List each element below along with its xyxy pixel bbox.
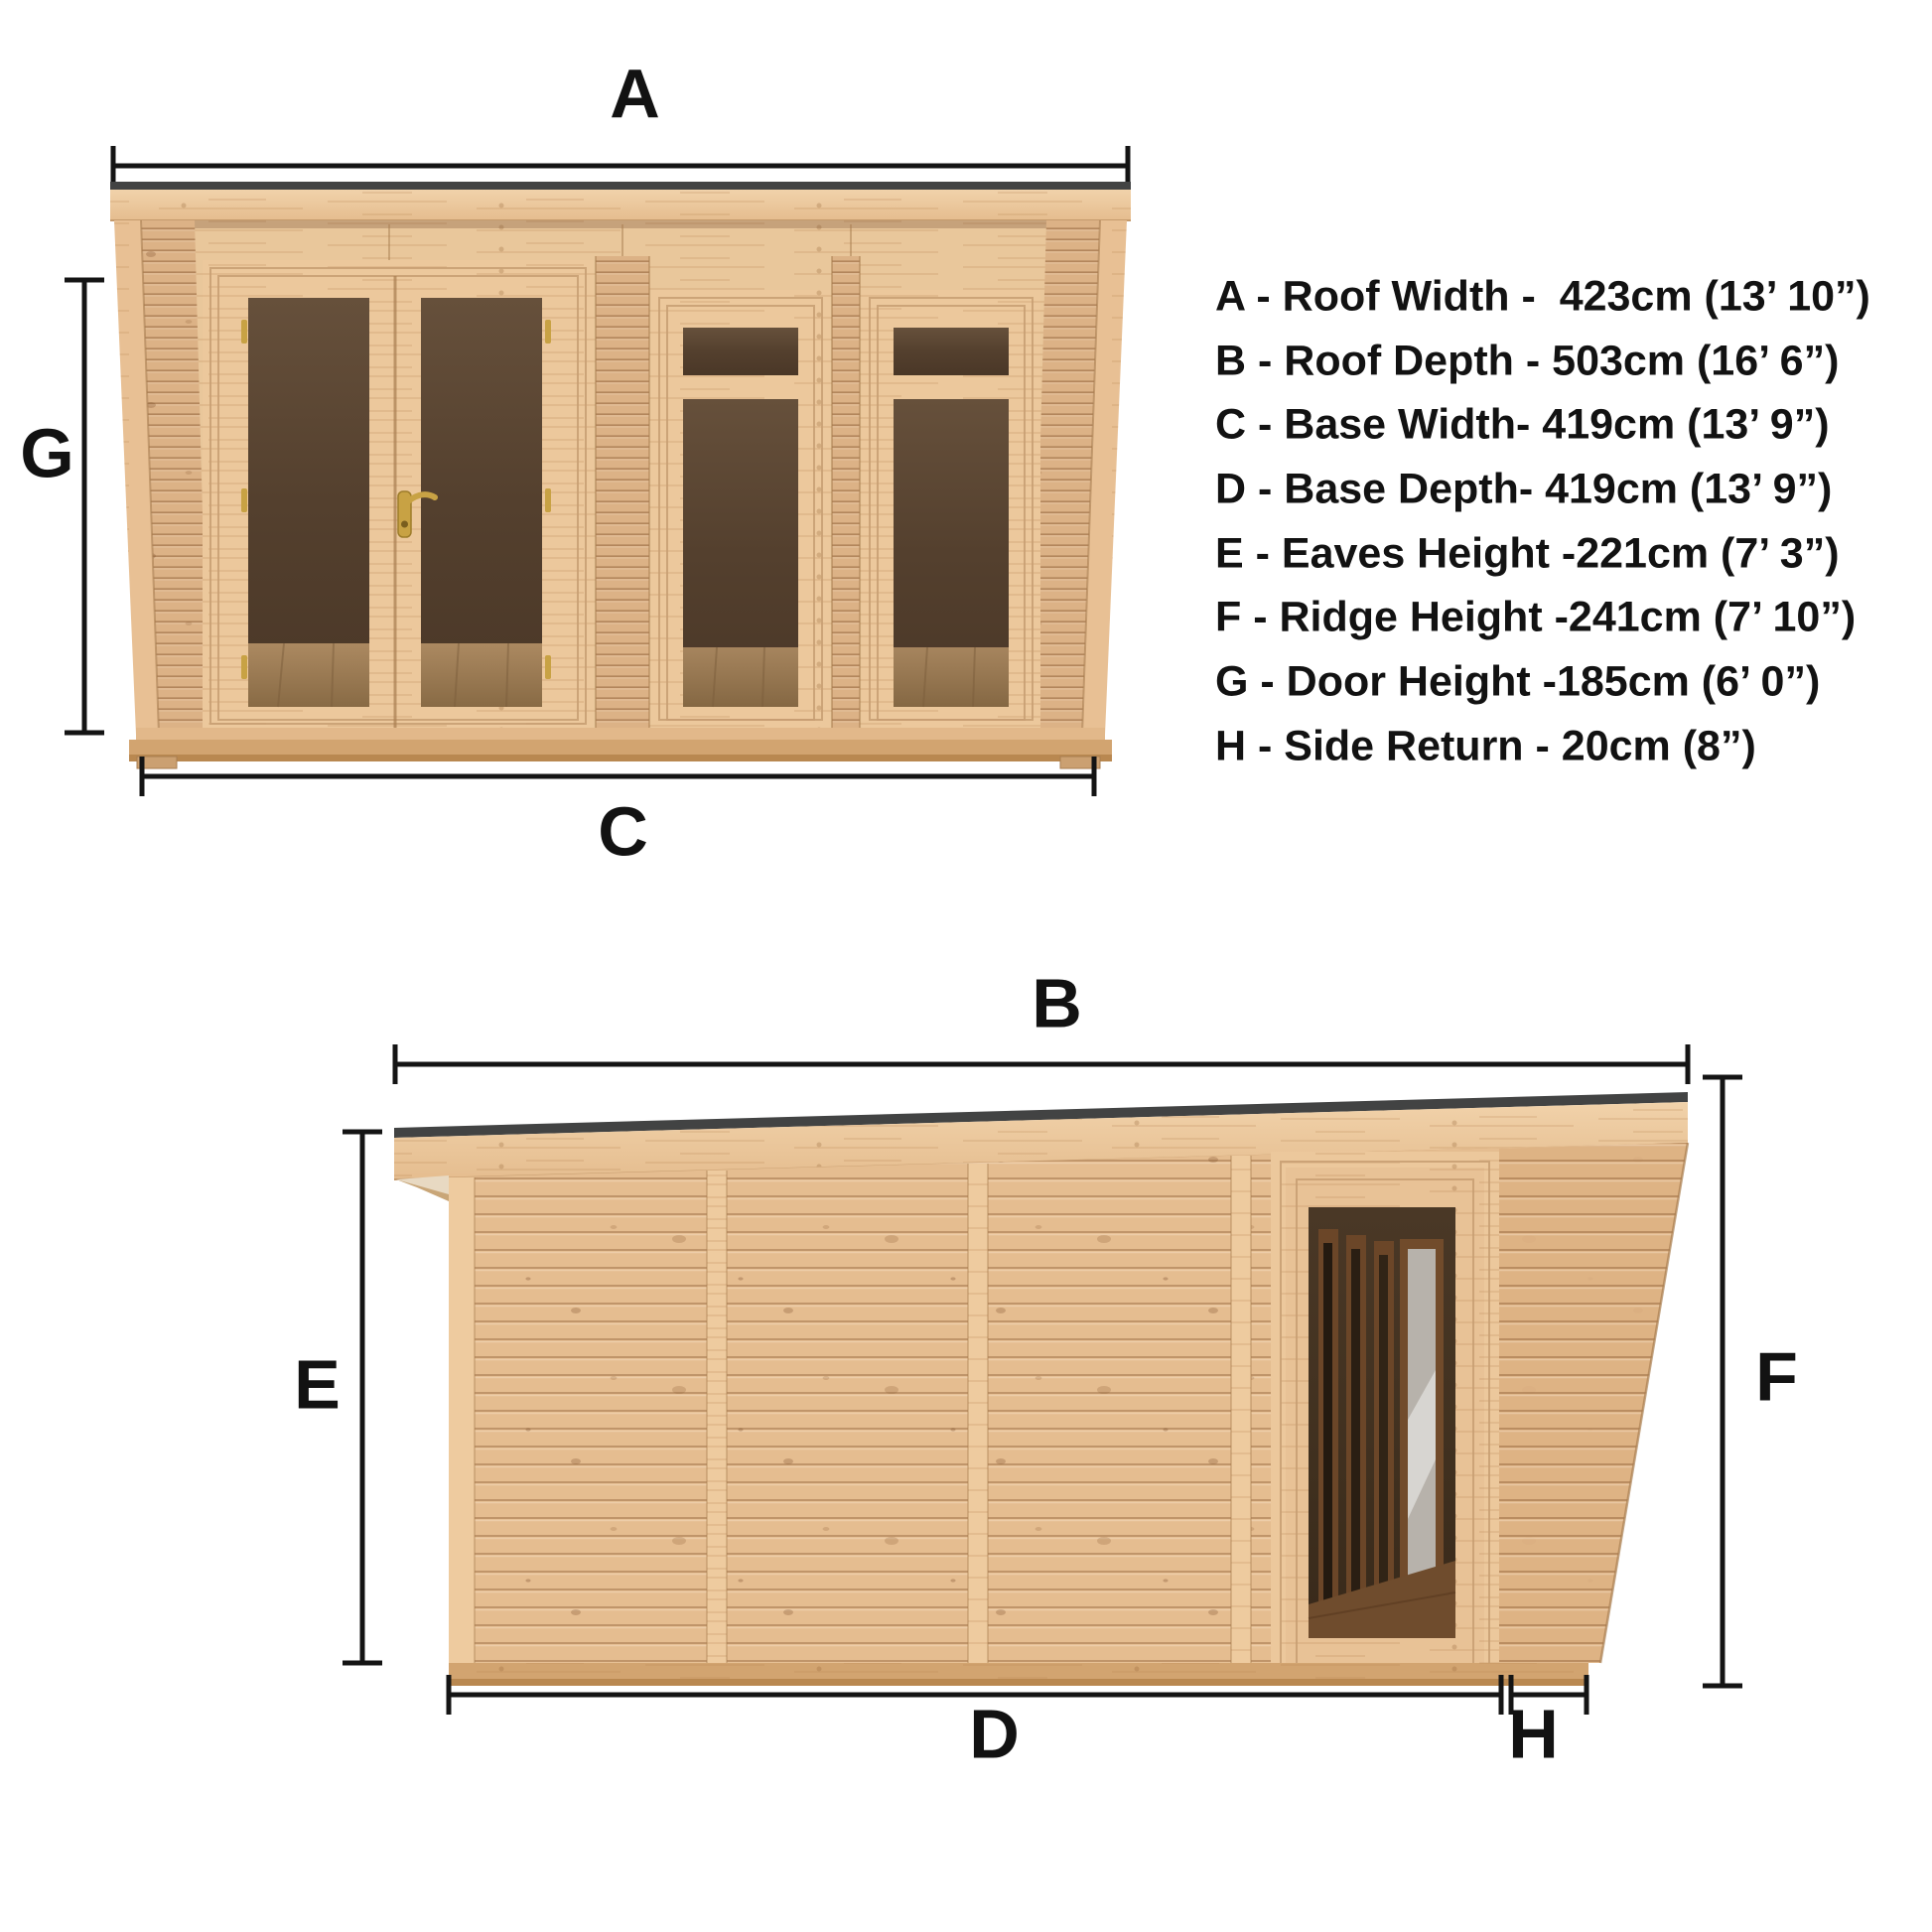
front-batten-strip-1: [596, 256, 649, 728]
dim-label-base-width: C: [598, 792, 649, 871]
dimension-side-return: [1508, 1675, 1587, 1772]
dimension-base-width: [142, 757, 1094, 870]
side-base: [449, 1663, 1588, 1686]
dimension-roof-depth: [395, 964, 1688, 1084]
legend-item: D - Base Depth- 419cm (13’ 9”): [1215, 465, 1833, 513]
front-window-2: [862, 290, 1040, 728]
legend-item: H - Side Return - 20cm (8”): [1215, 722, 1756, 770]
dimension-base-depth: [449, 1675, 1501, 1772]
legend-item: F - Ridge Height -241cm (7’ 10”): [1215, 593, 1857, 641]
legend-item: G - Door Height -185cm (6’ 0”): [1215, 657, 1821, 706]
legend-item: B - Roof Depth - 503cm (16’ 6”): [1215, 337, 1840, 385]
dim-label-roof-width: A: [610, 55, 661, 133]
front-batten-strip-2: [832, 256, 860, 728]
dim-label-side-return: H: [1508, 1695, 1560, 1773]
dimension-door-height: [20, 280, 104, 733]
legend-item: C - Base Width- 419cm (13’ 9”): [1215, 400, 1830, 449]
front-fascia: [110, 190, 1131, 220]
legend-item: E - Eaves Height -221cm (7’ 3”): [1215, 529, 1840, 578]
side-rear-return: [1499, 1143, 1688, 1663]
side-door-interior-view: [1309, 1229, 1455, 1638]
dim-label-roof-depth: B: [1032, 964, 1083, 1042]
front-left-return: [114, 220, 208, 735]
side-elevation: [294, 964, 1799, 1772]
front-double-door: [203, 260, 594, 728]
dimension-legend: [1215, 272, 1870, 769]
dim-label-base-depth: D: [969, 1695, 1021, 1773]
front-base: [129, 728, 1112, 768]
legend-item: A - Roof Width - 423cm (13’ 10”): [1215, 272, 1870, 321]
side-door: [1271, 1152, 1499, 1678]
dim-label-eaves-height: E: [294, 1345, 342, 1424]
dimension-eaves-height: [294, 1132, 382, 1663]
dimension-ridge-height: [1703, 1077, 1799, 1686]
dimension-roof-width: [113, 55, 1128, 186]
window1-transom-glass: [683, 328, 798, 375]
window2-transom-glass: [894, 328, 1009, 375]
front-right-return: [1033, 220, 1127, 735]
front-elevation: [20, 55, 1131, 870]
front-window-1: [651, 290, 830, 728]
dim-label-door-height: G: [20, 414, 75, 492]
front-roof-felt: [110, 182, 1131, 190]
dim-label-ridge-height: F: [1755, 1337, 1799, 1416]
